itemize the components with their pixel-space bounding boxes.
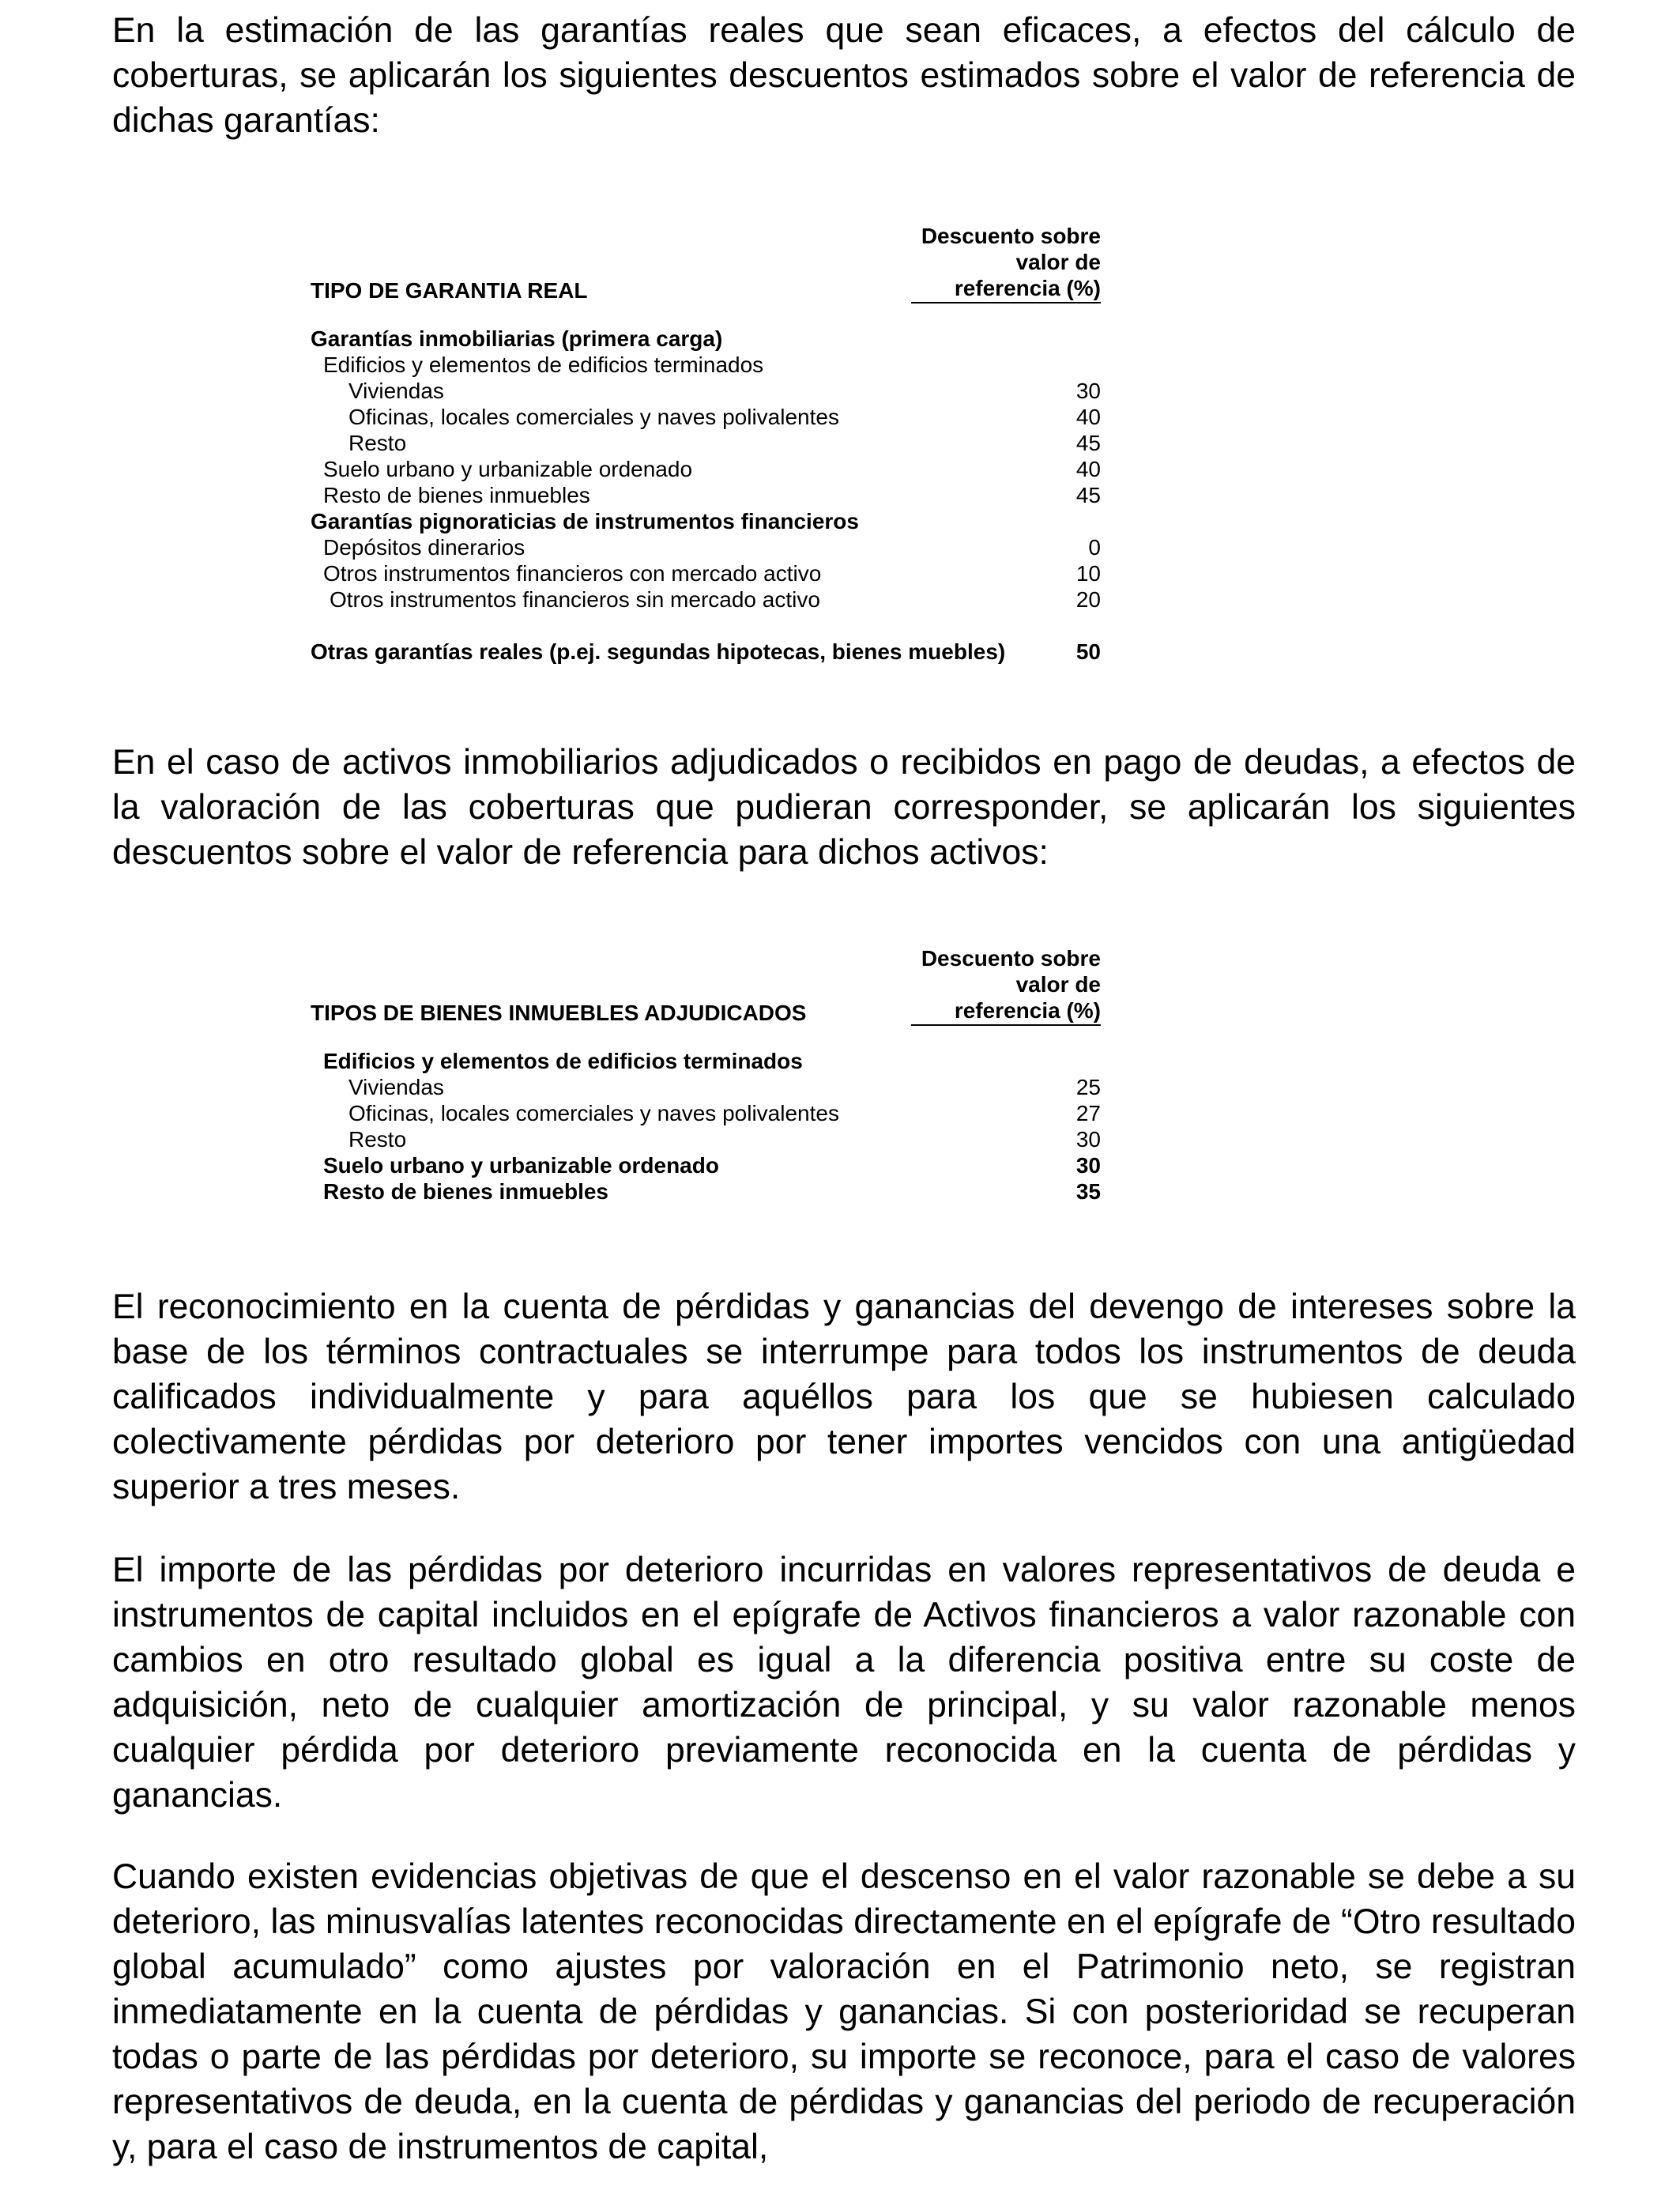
table-header (311, 947, 1101, 1026)
table-row (311, 534, 1101, 560)
row-value: 40 (1075, 405, 1101, 429)
row-label: Garantías inmobiliarias (primera carga) (311, 326, 723, 351)
row-value (1038, 326, 1101, 352)
table-row (311, 430, 1101, 456)
row-value: 25 (1075, 1075, 1101, 1099)
table-title: TIPO DE GARANTIA REAL (311, 278, 588, 303)
table-row (311, 560, 1101, 586)
table-row (311, 1048, 1101, 1074)
paragraph-devengo-intereses: El reconocimiento en la cuenta de pérdidas y ganancias del devengo de intereses sobre la base de los términos contractuales se interrumpe para todos los instrumentos de deuda calificados individualmente y para aquéllos para los que se hubiesen calculado colectivamente pérdidas por deterioro por tener importes vencidos con una antigüedad superior a tres meses. (112, 1287, 1576, 1506)
row-value: 20 (1075, 587, 1101, 612)
table-row (311, 1074, 1101, 1100)
table-row (311, 378, 1101, 404)
table-bienes-adjudicados (311, 947, 1101, 1204)
row-value: 45 (1075, 431, 1101, 455)
table-row (311, 586, 1101, 613)
row-value (1038, 352, 1101, 378)
table-row (311, 326, 1101, 352)
table-body (311, 1048, 1101, 1204)
column-header-line: referencia (%) (954, 276, 1101, 300)
row-value: 0 (1088, 535, 1101, 560)
row-value: 40 (1075, 457, 1101, 481)
row-label: Edificios y elementos de edificios terminados (323, 352, 764, 377)
row-value: 10 (1075, 561, 1101, 586)
table-header (311, 224, 1101, 303)
row-label: Resto (348, 431, 407, 455)
table-title: TIPOS DE BIENES INMUEBLES ADJUDICADOS (311, 1001, 807, 1025)
paragraph-importe-perdidas: El importe de las pérdidas por deterioro incurridas en valores representativos de deuda e instrumentos de capital incluidos en el epígrafe de Activos financieros a valor razonable con cambios en otro resultado global es igual a la diferencia positiva entre su coste de adquisición, neto de cualquier amortización de principal, y su valor razonable menos cualquier pérdida por deterioro previamente reconocida en la cuenta de pérdidas y ganancias. (112, 1551, 1576, 1815)
row-value: 35 (1075, 1179, 1101, 1204)
table-row (311, 1152, 1101, 1178)
paragraph-adjudicados-intro: En el caso de activos inmobiliarios adjudicados o recibidos en pago de deudas, a efectos de la valoración de las coberturas que pudieran corresponder, se aplicarán los siguientes descuentos sobre el valor de referencia para dichos activos: (112, 743, 1576, 872)
row-label: Resto de bienes inmuebles (323, 483, 590, 507)
table-row (311, 1100, 1101, 1126)
table-row (311, 482, 1101, 508)
row-label: Suelo urbano y urbanizable ordenado (323, 1153, 719, 1178)
paragraph-evidencias-objetivas: Cuando existen evidencias objetivas de que el descenso en el valor razonable se debe a su deterioro, las minusvalías latentes reconocidas directamente en el epígrafe de “Otro resultado global acumulado” como ajustes por valoración en el Patrimonio neto, se registran inmediatamente en la cuenta de pérdidas y ganancias. Si con posterioridad se recuperan todas o parte de las pérdidas por deterioro, su importe se reconoce, para el caso de valores representativos de deuda, en la cuenta de pérdidas y ganancias del periodo de recuperación y, para el caso de instrumentos de capital, (112, 1857, 1576, 2166)
table-row (311, 508, 1101, 534)
column-header-descuento (911, 945, 1101, 1026)
row-label: Depósitos dinerarios (323, 535, 525, 560)
column-header-line: Descuento sobre (921, 224, 1101, 248)
paragraph-garantias-intro: En la estimación de las garantías reales que sean eficaces, a efectos del cálculo de coberturas, se aplicarán los siguientes descuentos estimados sobre el valor de referencia de dichas garantías: (112, 11, 1576, 140)
row-value (1038, 508, 1101, 534)
row-label: Oficinas, locales comerciales y naves polivalentes (348, 405, 839, 429)
row-label: Viviendas (348, 379, 444, 403)
row-value: 27 (1075, 1101, 1101, 1125)
row-label: Resto (348, 1127, 407, 1152)
row-value: 30 (1075, 379, 1101, 403)
row-value: 30 (1075, 1153, 1101, 1178)
column-header-line: Descuento sobre (921, 946, 1101, 971)
row-value (1038, 1048, 1101, 1074)
column-header-line: referencia (%) (954, 998, 1101, 1023)
row-label: Suelo urbano y urbanizable ordenado (323, 457, 693, 481)
table-body (311, 326, 1101, 665)
table-row (311, 1126, 1101, 1152)
row-label: Resto de bienes inmuebles (323, 1179, 608, 1204)
table-row (311, 404, 1101, 430)
column-header-descuento (911, 223, 1101, 303)
table-garantias-reales (311, 224, 1101, 665)
row-value: 30 (1075, 1127, 1101, 1152)
row-value: 50 (1075, 639, 1101, 664)
row-label: Garantías pignoraticias de instrumentos financieros (311, 509, 859, 533)
table-row (311, 352, 1101, 378)
column-header-line: valor de (1015, 250, 1101, 274)
row-label: Edificios y elementos de edificios terminados (323, 1049, 803, 1073)
row-label: Oficinas, locales comerciales y naves polivalentes (348, 1101, 839, 1125)
row-label: Viviendas (348, 1075, 444, 1099)
row-label: Otros instrumentos financieros con mercado activo (323, 561, 822, 586)
row-value: 45 (1075, 483, 1101, 507)
row-label: Otros instrumentos financieros sin mercado activo (330, 587, 820, 612)
column-header-line: valor de (1015, 972, 1101, 997)
table-row (311, 1178, 1101, 1204)
table-row (311, 613, 1101, 665)
table-row (311, 456, 1101, 482)
row-label: Otras garantías reales (p.ej. segundas hipotecas, bienes muebles) (311, 639, 1006, 664)
